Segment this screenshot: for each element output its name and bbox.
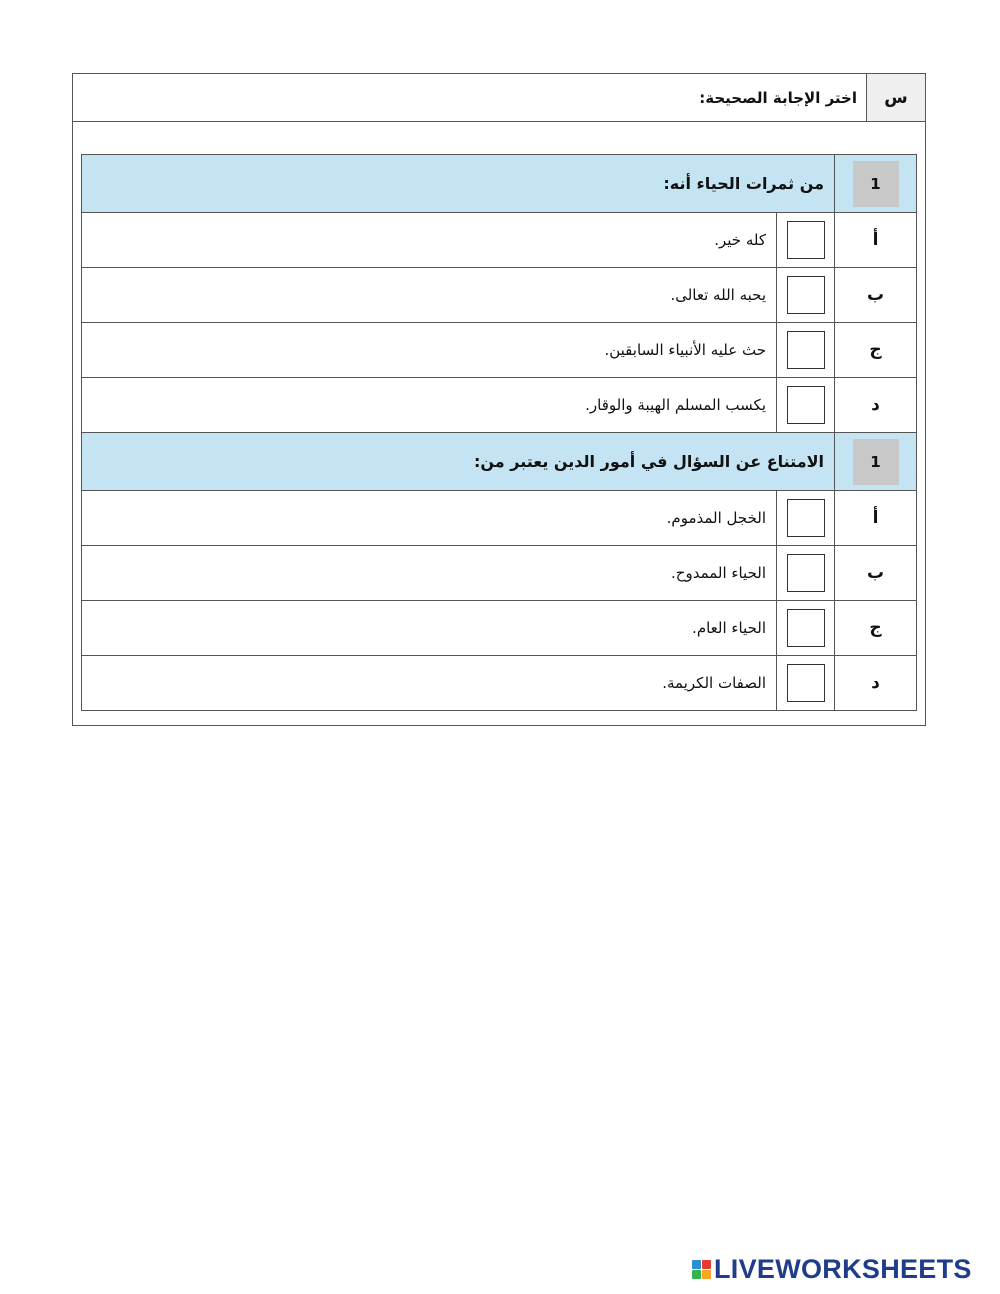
logo-icon [692, 1260, 711, 1279]
question-text: الامتناع عن السؤال في أمور الدين يعتبر من: [82, 433, 835, 491]
option-letter: ج [835, 601, 917, 656]
logo-text: LIVEWORKSHEETS [714, 1254, 972, 1284]
answer-checkbox[interactable] [787, 499, 825, 537]
question-text: من ثمرات الحياء أنه: [82, 155, 835, 213]
option-letter: د [835, 378, 917, 433]
question-row [82, 433, 917, 491]
option-text: كله خير. [82, 213, 777, 268]
question-number: 1 [853, 161, 899, 207]
instruction-text: اختر الإجابة الصحيحة: [699, 88, 857, 107]
question-sheet [72, 73, 926, 726]
answer-checkbox[interactable] [787, 554, 825, 592]
liveworksheets-logo [692, 1254, 972, 1285]
option-text: الخجل المذموم. [82, 491, 777, 546]
option-row [82, 213, 917, 268]
option-text: يحبه الله تعالى. [82, 268, 777, 323]
option-text: حث عليه الأنبياء السابقين. [82, 323, 777, 378]
question-letter: س [866, 74, 925, 121]
questions-table [81, 154, 917, 711]
answer-checkbox[interactable] [787, 331, 825, 369]
option-row [82, 268, 917, 323]
option-row [82, 323, 917, 378]
option-letter: أ [835, 491, 917, 546]
answer-checkbox[interactable] [787, 386, 825, 424]
answer-checkbox[interactable] [787, 609, 825, 647]
option-row [82, 378, 917, 433]
option-letter: ب [835, 546, 917, 601]
option-letter: ب [835, 268, 917, 323]
question-header [73, 74, 925, 122]
option-text: الصفات الكريمة. [82, 656, 777, 711]
answer-checkbox[interactable] [787, 221, 825, 259]
option-row [82, 601, 917, 656]
option-text: الحياء العام. [82, 601, 777, 656]
option-row [82, 546, 917, 601]
option-text: الحياء الممدوح. [82, 546, 777, 601]
option-text: يكسب المسلم الهيبة والوقار. [82, 378, 777, 433]
option-letter: د [835, 656, 917, 711]
option-row [82, 656, 917, 711]
answer-checkbox[interactable] [787, 276, 825, 314]
question-row [82, 155, 917, 213]
option-letter: ج [835, 323, 917, 378]
question-number: 1 [853, 439, 899, 485]
option-row [82, 491, 917, 546]
answer-checkbox[interactable] [787, 664, 825, 702]
option-letter: أ [835, 213, 917, 268]
